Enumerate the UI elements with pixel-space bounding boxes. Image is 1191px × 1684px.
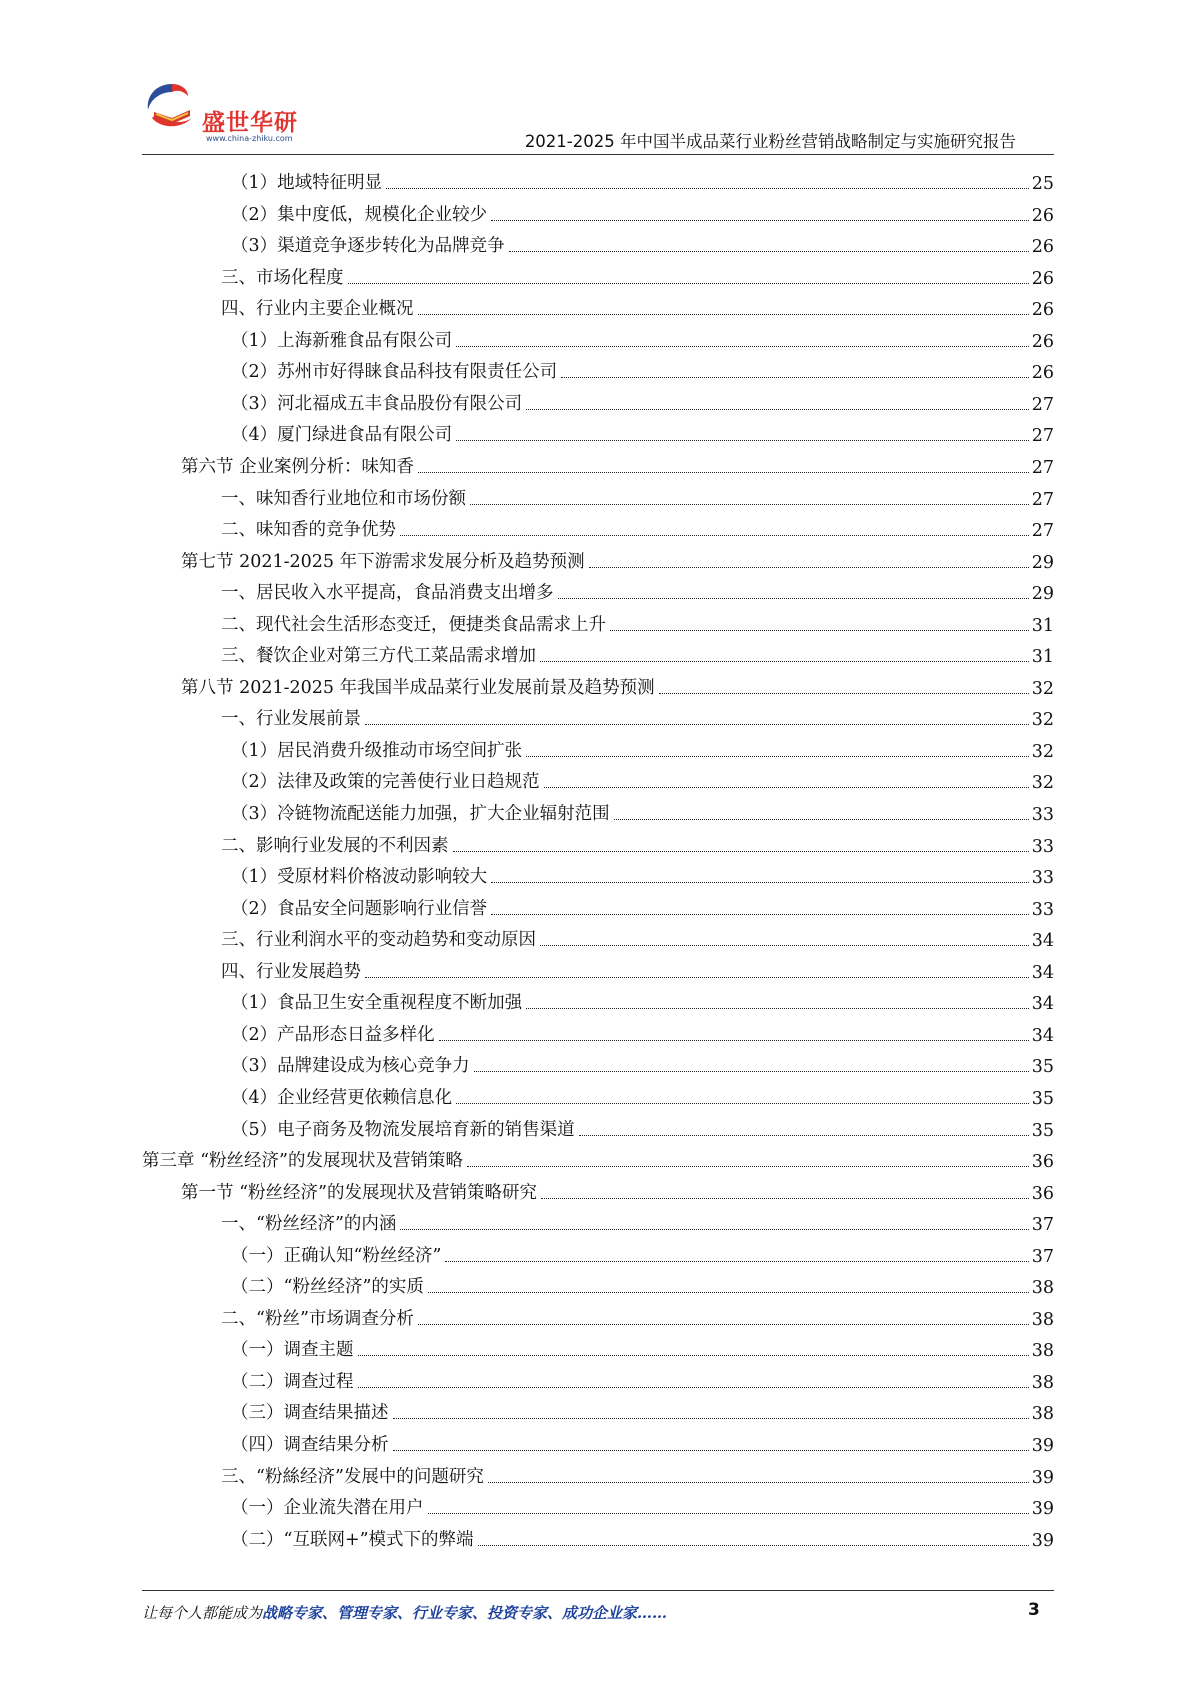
toc-entry[interactable]: [221, 699, 1054, 730]
toc-entry-title: （4）企业经营更依赖信息化: [231, 1088, 453, 1108]
toc-entry-page: 33: [1031, 837, 1054, 857]
footer-slogan: [142, 1602, 667, 1623]
toc-entry-page: 29: [1031, 553, 1054, 573]
toc-entry[interactable]: [231, 1046, 1054, 1077]
toc-entry-page: 31: [1031, 616, 1054, 636]
toc-entry-title: （一）调查主题: [231, 1340, 354, 1360]
toc-dot-leader: [474, 1071, 1029, 1072]
toc-entry-title: 四、行业发展趋势: [221, 962, 361, 982]
toc-entry[interactable]: [231, 983, 1054, 1014]
toc-entry[interactable]: [221, 479, 1054, 510]
toc-entry[interactable]: [221, 1457, 1054, 1488]
toc-entry[interactable]: [221, 1204, 1054, 1235]
toc-entry-page: 31: [1031, 647, 1054, 667]
toc-entry-title: 四、行业内主要企业概况: [221, 299, 414, 319]
logo-name: 盛世华研: [202, 110, 298, 136]
toc-entry-title: 第七节 2021-2025 年下游需求发展分析及趋势预测: [181, 552, 585, 572]
toc-entry-page: 25: [1031, 174, 1054, 194]
toc-entry-page: 36: [1031, 1184, 1054, 1204]
toc-dot-leader: [540, 661, 1029, 662]
toc-entry-title: （1）受原材料价格波动影响较大: [231, 867, 488, 887]
toc-entry-title: （1）居民消费升级推动市场空间扩张: [231, 741, 523, 761]
toc-entry-title: （3）渠道竞争逐步转化为品牌竞争: [231, 236, 505, 256]
toc-dot-leader: [456, 1103, 1029, 1104]
company-logo: [142, 78, 312, 150]
toc-entry-title: （四）调查结果分析: [231, 1435, 389, 1455]
toc-dot-leader: [544, 787, 1029, 788]
toc-entry-title: （1）食品卫生安全重视程度不断加强: [231, 993, 523, 1013]
toc-dot-leader: [428, 1513, 1029, 1514]
toc-dot-leader: [365, 724, 1029, 725]
toc-dot-leader: [614, 819, 1029, 820]
toc-entry[interactable]: [221, 289, 1054, 320]
toc-entry-title: （2）苏州市好得睐食品科技有限责任公司: [231, 362, 558, 382]
toc-entry-page: 39: [1031, 1436, 1054, 1456]
toc-entry-page: 37: [1031, 1215, 1054, 1235]
logo-emblem-icon: [142, 78, 204, 140]
toc-entry[interactable]: [231, 794, 1054, 825]
toc-entry[interactable]: [231, 1520, 1054, 1551]
toc-entry[interactable]: [231, 1110, 1054, 1141]
toc-dot-leader: [491, 914, 1029, 915]
toc-entry-page: 34: [1031, 931, 1054, 951]
toc-entry-title: （3）河北福成五丰食品股份有限公司: [231, 394, 523, 414]
toc-entry[interactable]: [142, 1141, 1054, 1172]
toc-dot-leader: [393, 1418, 1029, 1419]
toc-entry-page: 27: [1031, 521, 1054, 541]
toc-entry-title: 二、“粉丝”市场调查分析: [221, 1309, 414, 1329]
toc-entry-page: 33: [1031, 868, 1054, 888]
toc-dot-leader: [445, 1261, 1028, 1262]
toc-entry-page: 39: [1031, 1531, 1054, 1551]
toc-entry[interactable]: [231, 1015, 1054, 1046]
toc-entry-title: 一、居民收入水平提高，食品消费支出增多: [221, 583, 554, 603]
toc-entry[interactable]: [221, 605, 1054, 636]
toc-entry-title: （三）调查结果描述: [231, 1403, 389, 1423]
toc-entry-page: 33: [1031, 805, 1054, 825]
footer-slogan-highlight: 战略专家、管理专家、行业专家、投资专家、成功企业家……: [262, 1604, 668, 1622]
toc-dot-leader: [558, 598, 1029, 599]
toc-entry-title: （一）企业流失潜在用户: [231, 1498, 424, 1518]
toc-entry[interactable]: [231, 1267, 1054, 1298]
toc-entry-page: 35: [1031, 1121, 1054, 1141]
toc-dot-leader: [526, 1008, 1029, 1009]
toc-entry-page: 35: [1031, 1057, 1054, 1077]
toc-entry[interactable]: [231, 762, 1054, 793]
toc-dot-leader: [491, 882, 1029, 883]
toc-entry[interactable]: [221, 636, 1054, 667]
toc-dot-leader: [358, 1387, 1029, 1388]
toc-entry-page: 39: [1031, 1499, 1054, 1519]
toc-entry-title: （4）厦门绿进食品有限公司: [231, 425, 453, 445]
toc-dot-leader: [579, 1135, 1029, 1136]
toc-entry-page: 39: [1031, 1468, 1054, 1488]
toc-entry[interactable]: [181, 1173, 1054, 1204]
toc-entry[interactable]: [231, 1488, 1054, 1519]
toc-dot-leader: [561, 377, 1029, 378]
toc-entry[interactable]: [231, 1236, 1054, 1267]
toc-entry-title: （2）食品安全问题影响行业信誉: [231, 899, 488, 919]
toc-entry[interactable]: [181, 542, 1054, 573]
toc-dot-leader: [478, 1545, 1029, 1546]
toc-dot-leader: [488, 1482, 1029, 1483]
toc-dot-leader: [589, 567, 1029, 568]
toc-entry-title: 第六节 企业案例分析：味知香: [181, 457, 415, 477]
toc-dot-leader: [400, 535, 1029, 536]
toc-entry-title: （3）冷链物流配送能力加强，扩大企业辐射范围: [231, 804, 610, 824]
toc-entry[interactable]: [231, 321, 1054, 352]
toc-dot-leader: [428, 1292, 1029, 1293]
toc-entry[interactable]: [231, 1078, 1054, 1109]
toc-entry-title: 第三章 “粉丝经济”的发展现状及营销策略: [142, 1151, 463, 1171]
toc-entry-page: 32: [1031, 742, 1054, 762]
toc-entry[interactable]: [221, 510, 1054, 541]
toc-entry-page: 26: [1031, 269, 1054, 289]
toc-entry-title: （2）产品形态日益多样化: [231, 1025, 435, 1045]
toc-entry-title: 二、影响行业发展的不利因素: [221, 836, 449, 856]
toc-entry-page: 27: [1031, 490, 1054, 510]
toc-dot-leader: [541, 1198, 1029, 1199]
toc-entry-page: 34: [1031, 994, 1054, 1014]
toc-dot-leader: [540, 945, 1029, 946]
toc-dot-leader: [509, 251, 1029, 252]
toc-entry[interactable]: [221, 258, 1054, 289]
toc-entry-title: 三、市场化程度: [221, 268, 344, 288]
toc-entry[interactable]: [231, 226, 1054, 257]
toc-entry-title: （1）上海新雅食品有限公司: [231, 331, 453, 351]
toc-entry-page: 34: [1031, 963, 1054, 983]
toc-entry-page: 27: [1031, 458, 1054, 478]
toc-dot-leader: [453, 851, 1029, 852]
toc-entry-title: 第八节 2021-2025 年我国半成品菜行业发展前景及趋势预测: [181, 678, 655, 698]
toc-dot-leader: [418, 472, 1029, 473]
toc-dot-leader: [470, 504, 1029, 505]
toc-entry-title: 三、“粉絲经济”发展中的问题研究: [221, 1467, 484, 1487]
toc-dot-leader: [393, 1450, 1029, 1451]
toc-entry-page: 35: [1031, 1089, 1054, 1109]
toc-entry[interactable]: [231, 731, 1054, 762]
toc-entry-page: 36: [1031, 1152, 1054, 1172]
toc-entry[interactable]: [231, 352, 1054, 383]
toc-entry-page: 26: [1031, 363, 1054, 383]
toc-entry-page: 26: [1031, 237, 1054, 257]
toc-entry[interactable]: [231, 384, 1054, 415]
toc-entry-page: 38: [1031, 1404, 1054, 1424]
toc-dot-leader: [358, 1355, 1029, 1356]
toc-entry[interactable]: [231, 163, 1054, 194]
toc-entry[interactable]: [231, 1393, 1054, 1424]
page-header: [142, 78, 1054, 155]
toc-entry-page: 33: [1031, 900, 1054, 920]
toc-dot-leader: [491, 220, 1029, 221]
toc-entry[interactable]: [181, 447, 1054, 478]
toc-entry[interactable]: [231, 1425, 1054, 1456]
toc-dot-leader: [526, 756, 1029, 757]
toc-entry[interactable]: [231, 195, 1054, 226]
toc-dot-leader: [610, 630, 1029, 631]
toc-dot-leader: [526, 409, 1029, 410]
toc-entry-title: 一、“粉丝经济”的内涵: [221, 1214, 397, 1234]
toc-entry-page: 38: [1031, 1373, 1054, 1393]
toc-entry-title: （1）地域特征明显: [231, 173, 383, 193]
toc-dot-leader: [386, 188, 1029, 189]
toc-entry-page: 37: [1031, 1247, 1054, 1267]
toc-entry-page: 32: [1031, 773, 1054, 793]
toc-entry-title: （2）法律及政策的完善使行业日趋规范: [231, 772, 540, 792]
toc-entry[interactable]: [231, 889, 1054, 920]
toc-entry-title: 一、行业发展前景: [221, 709, 361, 729]
toc-entry-page: 38: [1031, 1341, 1054, 1361]
toc-entry-page: 27: [1031, 426, 1054, 446]
toc-entry-title: 二、现代社会生活形态变迁，便捷类食品需求上升: [221, 615, 606, 635]
toc-entry-page: 26: [1031, 300, 1054, 320]
toc-dot-leader: [456, 346, 1029, 347]
toc-entry-title: （3）品牌建设成为核心竞争力: [231, 1056, 470, 1076]
toc-entry-title: （5）电子商务及物流发展培育新的销售渠道: [231, 1120, 575, 1140]
page-number: 3: [1028, 1600, 1040, 1620]
toc-entry-page: 38: [1031, 1310, 1054, 1330]
toc-entry-page: 32: [1031, 710, 1054, 730]
toc-entry-title: 二、味知香的竞争优势: [221, 520, 396, 540]
toc-dot-leader: [467, 1166, 1029, 1167]
toc-dot-leader: [659, 693, 1029, 694]
toc-entry-page: 38: [1031, 1278, 1054, 1298]
toc-entry-title: （二）“互联网+”模式下的弊端: [231, 1530, 474, 1550]
toc-entry-title: （二）“粉丝经济”的实质: [231, 1277, 424, 1297]
toc-dot-leader: [418, 1324, 1029, 1325]
footer-slogan-prefix: 让每个人都能成为: [142, 1604, 263, 1622]
toc-entry[interactable]: [221, 573, 1054, 604]
toc-entry[interactable]: [231, 1362, 1054, 1393]
toc-entry-title: （一）正确认知“粉丝经济”: [231, 1246, 442, 1266]
toc-dot-leader: [365, 977, 1029, 978]
toc-entry[interactable]: [231, 857, 1054, 888]
toc-entry-title: 三、餐饮企业对第三方代工菜品需求增加: [221, 646, 536, 666]
toc-dot-leader: [439, 1040, 1029, 1041]
toc-entry[interactable]: [221, 1299, 1054, 1330]
toc-entry-page: 32: [1031, 679, 1054, 699]
footer-divider: [142, 1590, 1054, 1591]
toc-entry[interactable]: [221, 826, 1054, 857]
toc-entry[interactable]: [221, 920, 1054, 951]
report-title: 2021-2025 年中国半成品菜行业粉丝营销战略制定与实施研究报告: [524, 132, 1016, 151]
toc-entry-page: 29: [1031, 584, 1054, 604]
toc-entry-page: 26: [1031, 206, 1054, 226]
toc-dot-leader: [400, 1229, 1028, 1230]
toc-entry[interactable]: [231, 1330, 1054, 1361]
toc-entry[interactable]: [221, 952, 1054, 983]
toc-dot-leader: [418, 314, 1029, 315]
toc-entry[interactable]: [231, 415, 1054, 446]
toc-dot-leader: [456, 440, 1029, 441]
toc-entry-title: （2）集中度低，规模化企业较少: [231, 205, 488, 225]
toc-entry-title: 一、味知香行业地位和市场份额: [221, 489, 466, 509]
toc-entry-page: 27: [1031, 395, 1054, 415]
toc-entry-page: 26: [1031, 332, 1054, 352]
toc-entry-title: 三、行业利润水平的变动趋势和变动原因: [221, 930, 536, 950]
logo-url: www.china-zhiku.com: [206, 134, 293, 143]
toc-dot-leader: [348, 283, 1029, 284]
toc-entry-title: （二）调查过程: [231, 1372, 354, 1392]
toc-entry-title: 第一节 “粉丝经济”的发展现状及营销策略研究: [181, 1183, 537, 1203]
toc-entry[interactable]: [181, 668, 1054, 699]
toc-entry-page: 34: [1031, 1026, 1054, 1046]
